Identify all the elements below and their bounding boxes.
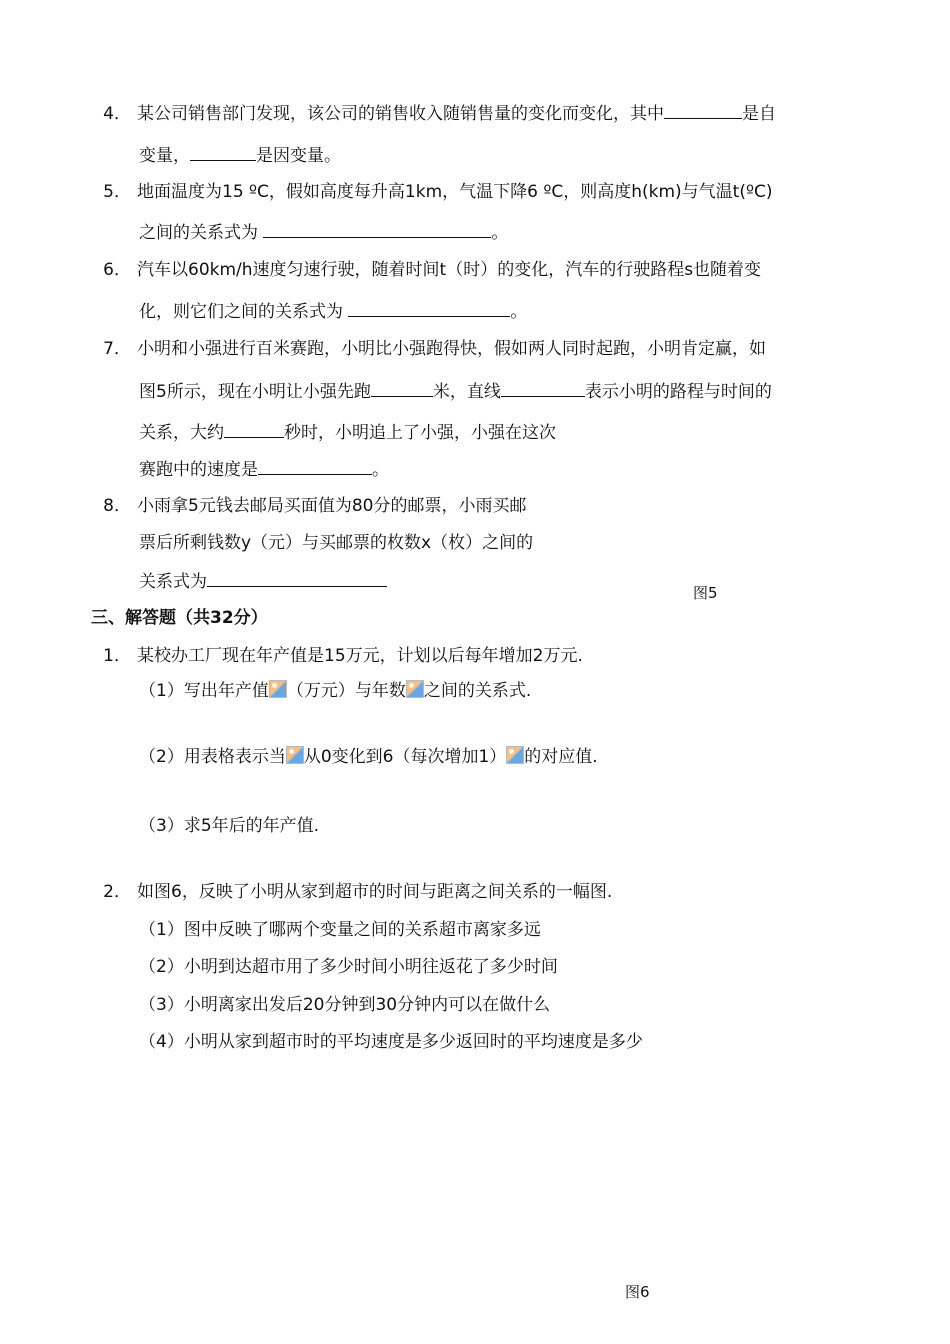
question-8-line-3 — [139, 568, 387, 594]
problem-2-sub-1: （1）图中反映了哪两个变量之间的关系超市离家多远 — [139, 920, 541, 940]
question-8-line-2 — [139, 531, 533, 555]
answer-blank[interactable] — [664, 100, 742, 119]
question-4-line-1 — [101, 100, 776, 126]
question-number: 2． — [103, 882, 131, 902]
question-text: 秒时，小明追上了小强，小强在这次 — [284, 423, 556, 443]
question-7-line-4 — [139, 456, 389, 482]
question-text: 汽车以60km/h速度匀速行驶，随着时间t（时）的变化，汽车的行驶路程s也随着变 — [137, 260, 762, 280]
answer-blank[interactable] — [190, 142, 256, 161]
question-number: 5． — [103, 182, 131, 202]
question-text: 关系，大约 — [139, 423, 224, 443]
broken-image-icon — [269, 680, 287, 698]
question-text: 赛跑中的速度是 — [139, 460, 258, 480]
question-text: 米，直线 — [432, 382, 501, 402]
question-number: 1． — [103, 646, 131, 666]
question-text: 如图6，反映了小明从家到超市的时间与距离之间关系的一幅图. — [137, 882, 613, 902]
question-number: 4． — [103, 104, 131, 124]
problem-2-sub-4: （4）小明从家到超市时的平均速度是多少返回时的平均速度是多少 — [139, 1032, 643, 1052]
sub-question-text: （1）写出年产值 — [139, 681, 269, 701]
answer-blank[interactable] — [258, 456, 372, 475]
question-text: 是自 — [742, 104, 776, 124]
problem-2-text — [101, 880, 612, 904]
answer-blank[interactable] — [501, 378, 585, 397]
answer-blank[interactable] — [224, 419, 284, 438]
problem-1-text — [101, 644, 583, 668]
question-7-line-1 — [101, 337, 766, 361]
answer-blank[interactable] — [263, 219, 491, 238]
question-text: 关系式为 — [139, 572, 207, 592]
problem-1-sub-3: （3）求5年后的年产值. — [139, 816, 320, 836]
broken-image-icon — [506, 746, 524, 764]
problem-2-sub-2: （2）小明到达超市用了多少时间小明往返花了多少时间 — [139, 957, 558, 977]
sub-question-text: （2）用表格表示当 — [139, 747, 286, 767]
question-7-line-2 — [139, 378, 772, 404]
question-text: 地面温度为15 ºC，假如高度每升高1km，气温下降6 ºC，则高度h(km)与气温t(ºC) — [137, 182, 773, 202]
question-7-line-3 — [139, 419, 556, 445]
question-text: 化，则它们之间的关系式为 — [139, 302, 349, 322]
problem-2-sub-3: （3）小明离家出发后20分钟到30分钟内可以在做什么 — [139, 995, 551, 1015]
section-3-title: 三、解答题（共32分） — [91, 608, 268, 628]
broken-image-icon — [286, 746, 304, 764]
problem-1-sub-2 — [139, 745, 598, 769]
question-5-line-2 — [139, 219, 508, 245]
question-8-line-1 — [101, 494, 526, 518]
broken-image-icon — [406, 680, 424, 698]
question-text: 某公司销售部门发现，该公司的销售收入随销售量的变化而变化，其中 — [137, 104, 664, 124]
question-text: 是因变量。 — [256, 146, 341, 166]
question-4-line-2 — [139, 142, 341, 168]
problem-1-sub-1 — [139, 679, 531, 703]
question-text: 。 — [491, 223, 509, 243]
question-number: 7． — [103, 339, 131, 359]
question-number: 6． — [103, 260, 131, 280]
question-text: 。 — [510, 302, 528, 322]
answer-blank[interactable] — [207, 568, 387, 587]
answer-blank[interactable] — [348, 298, 510, 317]
question-text: 小明和小强进行百米赛跑，小明比小强跑得快，假如两人同时起跑，小明肯定赢，如 — [137, 339, 766, 359]
answer-blank[interactable] — [371, 378, 433, 397]
question-5-line-1 — [101, 180, 773, 204]
question-text: 之间的关系式为 — [139, 223, 264, 243]
sub-question-text: 从0变化到6（每次增加1） — [303, 747, 507, 767]
sub-question-text: 的对应值. — [524, 747, 598, 767]
sub-question-text: 之间的关系式. — [423, 681, 532, 701]
question-text: 图5所示，现在小明让小强先跑 — [139, 382, 371, 402]
question-6-line-1 — [101, 258, 761, 282]
figure-6-caption: 图6 — [625, 1283, 650, 1301]
question-text: 变量， — [139, 146, 190, 166]
question-text: 小雨拿5元钱去邮局买面值为80分的邮票，小雨买邮 — [137, 496, 527, 516]
question-text: 某校办工厂现在年产值是15万元，计划以后每年增加2万元. — [137, 646, 583, 666]
question-6-line-2 — [139, 298, 527, 324]
question-number: 8． — [103, 496, 131, 516]
question-text: 。 — [372, 460, 389, 480]
sub-question-text: （万元）与年数 — [286, 681, 406, 701]
question-text: 票后所剩钱数y（元）与买邮票的枚数x（枚）之间的 — [139, 533, 534, 553]
question-text: 表示小明的路程与时间的 — [584, 382, 772, 402]
figure-5-caption: 图5 — [693, 584, 718, 602]
